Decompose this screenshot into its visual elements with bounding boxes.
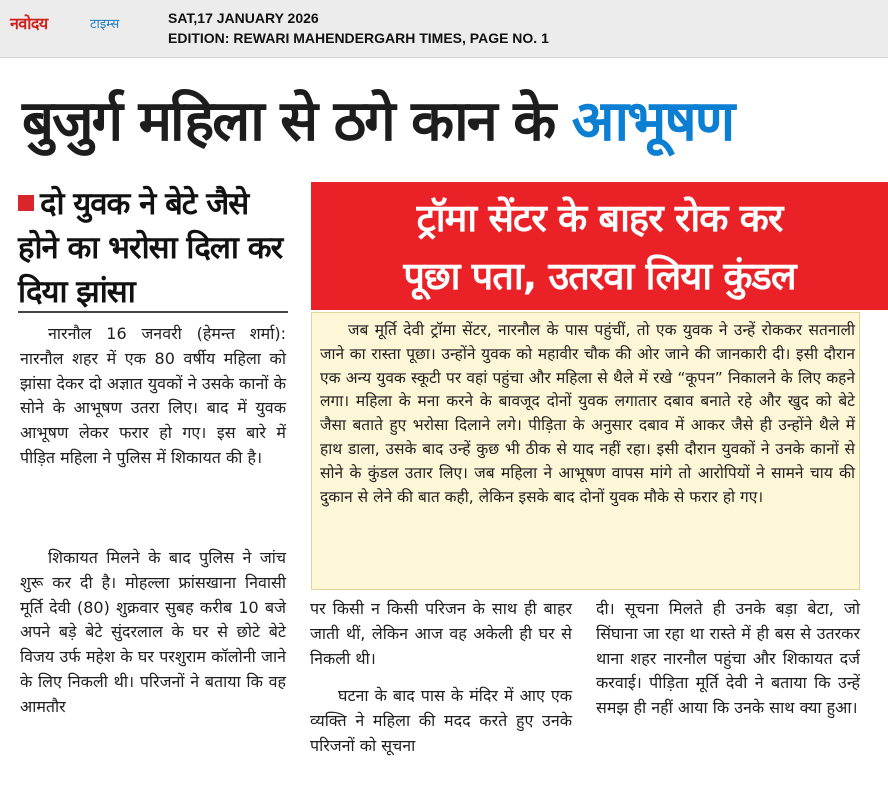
date-line: SAT,17 JANUARY 2026	[168, 10, 319, 26]
article-column-2-bottom	[310, 684, 572, 758]
edition-line: EDITION: REWARI MAHENDERGARH TIMES, PAGE NO. 1	[168, 30, 549, 46]
red-box-line-1: ट्रॉमा सेंटर के बाहर रोक कर	[416, 196, 783, 240]
logo-sub-text: टाइम्स	[90, 17, 120, 32]
subheadline-text: दो युवक ने बेटे जैसे होने का भरोसा दिला कर दिया झांसा	[18, 186, 283, 310]
masthead-bar	[0, 0, 888, 58]
article-column-3	[596, 597, 860, 721]
article-paragraph-2: शिकायत मिलने के बाद पुलिस ने जांच शुरू कर दी है। मोहल्ला फ्रांसखाना निवासी मूर्ति देवी (80) शुक्रवार सुबह करीब 10 बजे अपने बड़े बेटे सुंदरलाल के घर से छोटे बेटे विजय उर्फ महेश के घर परशुराम कॉलोनी जाने के लिए निकली थी। परिजनों ने बताया कि वह आमतौर	[20, 548, 286, 716]
article-paragraph-3: पर किसी न किसी परिजन के साथ ही बाहर जाती थीं, लेकिन आज वह अकेली ही घर से निकली थी।	[310, 599, 572, 668]
red-highlight-box	[311, 182, 888, 310]
article-paragraph-5: दी। सूचना मिलते ही उनके बड़ा बेटा, जो सिंघाना जा रहा था रास्ते में ही बस से उतरकर थाना शहर नारनौल पहुंचा और शिकायत दर्ज करवाई। पीड़िता मूर्ति देवी ने बताया कि उन्हें समझ ही नहीं आया कि उनके साथ क्या हुआ।	[596, 599, 860, 718]
article-column-1-bottom	[20, 546, 286, 720]
red-square-bullet-icon	[18, 195, 34, 211]
article-paragraph-4: घटना के बाद पास के मंदिर में आए एक व्यक्ति ने महिला की मदद करते हुए उनके परिजनों को सूचना	[310, 686, 572, 755]
edition-meta	[168, 8, 549, 48]
highlight-box-text: जब मूर्ति देवी ट्रॉमा सेंटर, नारनौल के पास पहुंचीं, तो एक युवक ने उन्हें रोककर सतनाली जाने का रास्ता पूछा। उन्होंने युवक को महावीर चौक की ओर जाने की जानकारी दी। इसी दौरान एक अन्य युवक स्कूटी पर वहां पहुंचा और महिला से थैले में रखे “कूपन” निकालने के लिए कहने लगा। महिला के मना करने के बावजूद दोनों युवक लगातार दबाव बनाते रहे और खुद को बेटे जैसा बताते हुए भरोसा दिलाने लगे। पीड़िता के अनुसार दबाव में आकर जैसे ही उन्होंने थैले में हाथ डाला, उसके बाद उन्हें कुछ भी ठीक से याद नहीं रहा। इसी दौरान युवकों ने उनके कानों से सोने के कुंडल उतार लिए। जब महिला ने आभूषण वापस मांगे तो आरोपियों ने सामने चाय की दुकान से लेने की बात कही, लेकिन इसके बाद दोनों युवक मौके से फरार हो गए।	[320, 321, 855, 506]
story-highlight-box	[311, 312, 860, 590]
article-column-1-top	[20, 322, 286, 471]
subheadline	[18, 182, 288, 314]
newspaper-logo[interactable]	[10, 12, 138, 36]
article-headline	[22, 82, 882, 162]
logo-main-text: नवोदय	[10, 14, 48, 33]
article-column-2-top	[310, 597, 572, 671]
headline-highlight: आभूषण	[571, 89, 734, 154]
headline-main: बुजुर्ग महिला से ठगे कान के	[22, 89, 572, 154]
article-paragraph-1: नारनौल 16 जनवरी (हेमन्त शर्मा): नारनौल शहर में एक 80 वर्षीय महिला को झांसा देकर दो अज्ञात युवकों ने उसके कानों के सोने के आभूषण उतरा लिए। बाद में युवक आभूषण लेकर फरार हो गए। इस बारे में पीड़ित महिला ने पुलिस में शिकायत की है।	[20, 324, 286, 467]
subheadline-divider	[18, 311, 288, 313]
red-box-line-2: पूछा पता, उतरवा लिया कुंडल	[403, 254, 796, 298]
